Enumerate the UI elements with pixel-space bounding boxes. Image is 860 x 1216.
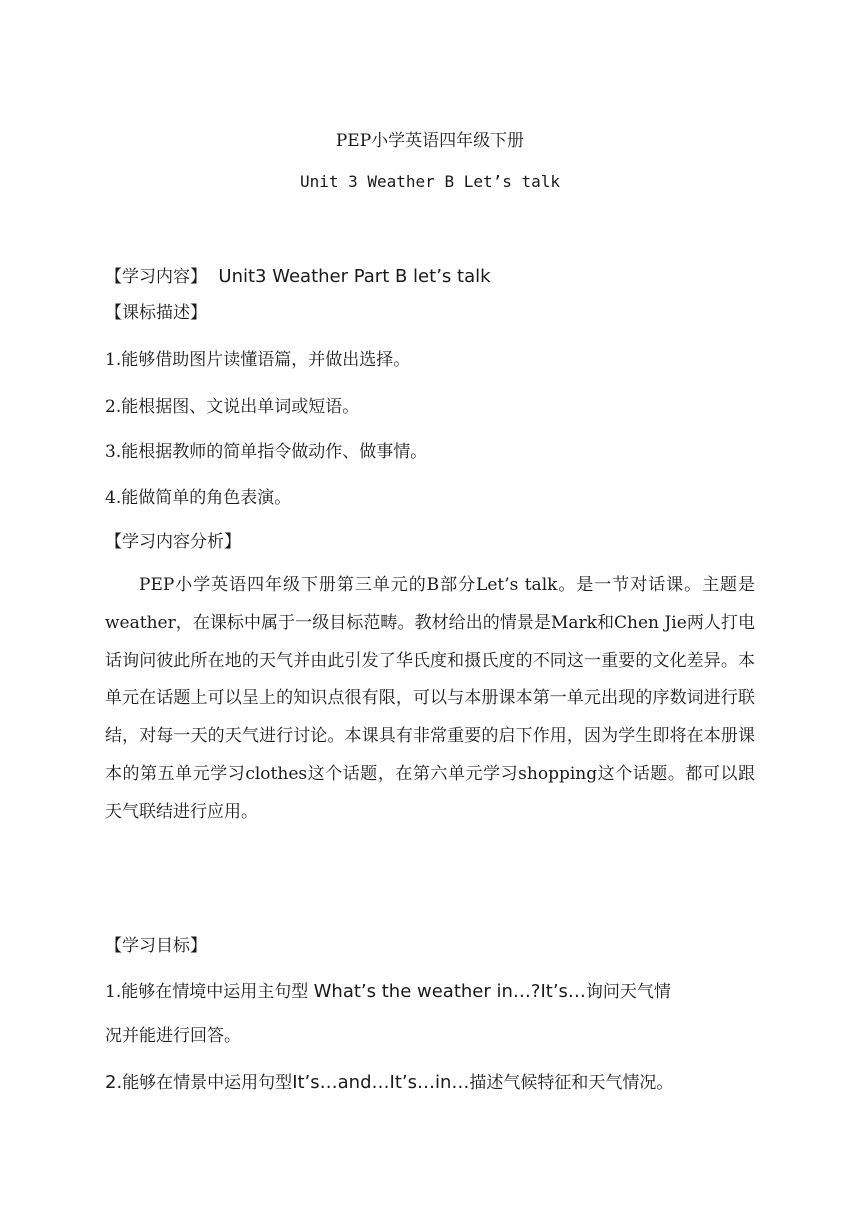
- goal-1-pattern: What’s the weather in…?It’s…: [313, 981, 586, 1002]
- analysis-paragraph: PEP小学英语四年级下册第三单元的B部分Let’s talk。是一节对话课。主题是 weather，在课标中属于一级目标范畴。教材给出的情景是Mark和Chen Jie两人打电话询问彼此所在地的天气并由此引发了华氏度和摄氏度的不同这一重要的文化差异。本单元在话题上可以呈上的知识点很有限，可以与本册课本第一单元出现的序数词进行联结，对每一天的天气进行讨论。本课具有非常重要的启下作用，因为学生即将在本册课本的第五单元学习clothes这个话题，在第六单元学习shopping这个话题。都可以跟天气联结进行应用。: [105, 575, 755, 822]
- content-line: [105, 262, 755, 287]
- goal-2-prefix: 能够在情景中运用句型: [122, 1073, 293, 1093]
- standard-item-3: 3.能根据教师的简单指令做动作、做事情。: [105, 442, 428, 462]
- goal-1-line2: 况并能进行回答。: [105, 1026, 241, 1046]
- standard-item-2: 2.能根据图、文说出单词或短语。: [105, 397, 360, 417]
- standard-heading: 【课标描述】: [105, 303, 207, 323]
- goal-2-number: 2.: [105, 1072, 123, 1093]
- analysis-heading: 【学习内容分析】: [105, 532, 241, 552]
- document-subtitle: Unit 3 Weather B Let’s talk: [299, 172, 561, 191]
- goal-1-suffix: 询问天气情: [585, 982, 671, 1002]
- content-label: 【学习内容】: [105, 267, 207, 287]
- document-title: PEP小学英语四年级下册: [335, 131, 525, 151]
- standard-item-4: 4.能做简单的角色表演。: [105, 488, 292, 508]
- goal-2-pattern: It’s…and…It’s…in…: [292, 1072, 470, 1093]
- standard-item-1: 1.能够借助图片读懂语篇，并做出选择。: [105, 350, 411, 370]
- goals-heading: 【学习目标】: [105, 936, 207, 956]
- goal-2: [105, 1068, 755, 1093]
- goal-1-line1: [105, 977, 755, 1002]
- goal-1-prefix: 1.能够在情境中运用主句型: [105, 982, 314, 1002]
- content-value: Unit3 Weather Part B let’s talk: [218, 266, 491, 287]
- goal-2-suffix: 描述气候特征和天气情况。: [469, 1073, 674, 1093]
